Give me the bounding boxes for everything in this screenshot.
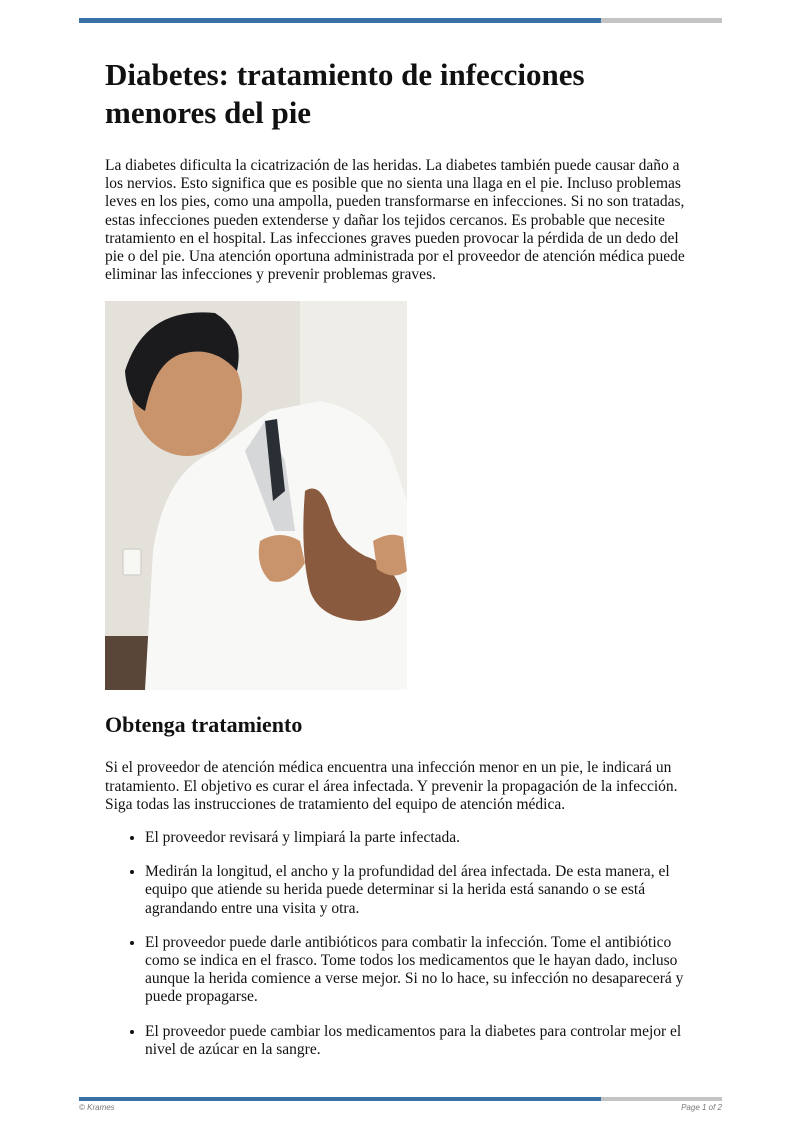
footer-rule (79, 1097, 722, 1101)
treatment-list (105, 829, 700, 1059)
document-body (105, 56, 700, 1075)
footer-copyright: © Krames (79, 1103, 115, 1112)
intro-paragraph: La diabetes dificulta la cicatrización de las heridas. La diabetes también puede causar daño a los nervios. Esto significa que es posible que no sienta una llaga en el pie. Incluso problemas leves en los pies, como una ampolla, pueden transformarse en infecciones. Si no son tratadas, estas infecciones pueden extenderse y dañar los tejidos cercanos. Es probable que necesite tratamiento en el hospital. Las infecciones graves pueden provocar la pérdida de un dedo del pie o del pie. Una atención oportuna administrada por el proveedor de atención médica puede eliminar las infecciones y prevenir problemas graves. (105, 157, 685, 284)
list-item: • El proveedor puede darle antibióticos para combatir la infección. Tome el antibiótico como se indica en el frasco. Tome todos los medicamentos que le hayan dado, incluso aunque la herida comience a verse mejor. Si no lo hace, su infección no desaparecerá y puede propagarse. (145, 934, 700, 1007)
list-item: • Medirán la longitud, el ancho y la profundidad del área infectada. De esta manera, el equipo que atiende su herida puede determinar si la herida está sanando o se está agrandando entre una visita y otra. (145, 863, 700, 918)
section-heading: Obtenga tratamiento (105, 712, 303, 738)
footer-rule-accent (79, 1097, 601, 1101)
header-rule-accent (79, 18, 601, 23)
doctor-examining-foot-photo (105, 301, 407, 690)
list-item: • El proveedor puede cambiar los medicamentos para la diabetes para controlar mejor el nivel de azúcar en la sangre. (145, 1023, 700, 1059)
page-title: Diabetes: tratamiento de infecciones menores del pie (105, 57, 585, 130)
header-rule (79, 18, 722, 23)
footer-page-number: Page 1 of 2 (681, 1103, 722, 1112)
section-paragraph: Si el proveedor de atención médica encuentra una infección menor en un pie, le indicará un tratamiento. El objetivo es curar el área infectada. Y prevenir la propagación de la infección. Siga todas las instrucciones de tratamiento del equipo de atención médica. (105, 759, 678, 813)
list-item: • El proveedor revisará y limpiará la parte infectada. (145, 829, 700, 847)
